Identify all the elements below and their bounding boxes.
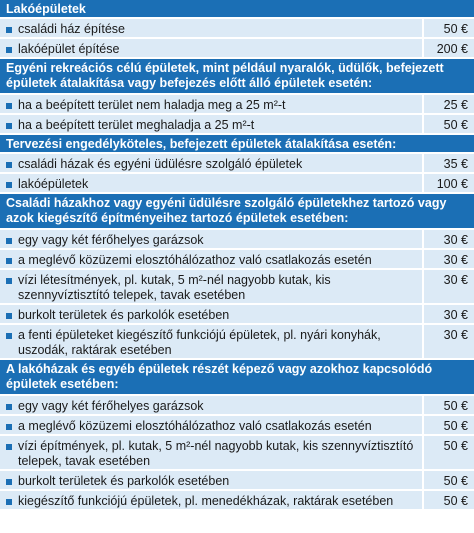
row-label-text: lakóépületek <box>18 177 89 191</box>
row-label <box>0 250 424 268</box>
square-bullet-icon <box>6 47 12 53</box>
square-bullet-icon <box>6 333 12 339</box>
square-bullet-icon <box>6 278 12 284</box>
row-price: 50 € <box>443 419 468 433</box>
square-bullet-icon <box>6 313 12 319</box>
table-row <box>0 396 474 416</box>
row-price: 30 € <box>443 328 468 342</box>
row-label-text: ha a beépített terület meghaladja a 25 m²-t <box>18 118 255 132</box>
row-price: 30 € <box>443 273 468 287</box>
row-price: 100 € <box>436 177 468 191</box>
square-bullet-icon <box>6 27 12 33</box>
row-price: 50 € <box>443 118 468 132</box>
table-row <box>0 416 474 436</box>
row-label <box>0 230 424 248</box>
square-bullet-icon <box>6 103 12 109</box>
table-row <box>0 19 474 39</box>
table-row <box>0 270 474 305</box>
row-label <box>0 95 424 113</box>
row-label <box>0 491 424 509</box>
row-label-text: családi házak és egyéni üdülésre szolgáló épületek <box>18 157 303 171</box>
row-label-text: egy vagy két férőhelyes garázsok <box>18 233 204 247</box>
row-label <box>0 396 424 414</box>
row-label-text: burkolt területek és parkolók esetében <box>18 474 230 488</box>
row-price: 30 € <box>443 233 468 247</box>
row-price: 30 € <box>443 253 468 267</box>
table-row <box>0 471 474 491</box>
table-row <box>0 115 474 135</box>
row-label <box>0 416 424 434</box>
table-row <box>0 39 474 59</box>
section-header: Családi házakhoz vagy egyéni üdülésre szolgáló épületekhez tartozó vagy azok kiegészítő építményeihez tartozó épületek esetében: <box>0 194 474 230</box>
row-label-text: burkolt területek és parkolók esetében <box>18 308 230 322</box>
row-label <box>0 39 424 57</box>
row-label <box>0 174 424 192</box>
square-bullet-icon <box>6 123 12 129</box>
row-label-text: a meglévő közüzemi elosztóhálózathoz való csatlakozás esetén <box>18 419 372 433</box>
table-row <box>0 305 474 325</box>
row-price: 50 € <box>443 399 468 413</box>
row-label-text: vízi létesítmények, pl. kutak, 5 m²-nél nagyobb kutak, kis szennyvíztisztító telepek, tavak esetében <box>18 273 331 302</box>
table-row <box>0 491 474 511</box>
row-price: 50 € <box>443 474 468 488</box>
row-label <box>0 270 424 303</box>
square-bullet-icon <box>6 424 12 430</box>
row-label <box>0 471 424 489</box>
table-row <box>0 325 474 360</box>
row-price: 50 € <box>443 439 468 453</box>
row-label-text: kiegészítő funkciójú épületek, pl. menedékházak, raktárak esetében <box>18 494 394 508</box>
square-bullet-icon <box>6 182 12 188</box>
table-row <box>0 154 474 174</box>
square-bullet-icon <box>6 479 12 485</box>
square-bullet-icon <box>6 444 12 450</box>
row-label-text: a meglévő közüzemi elosztóhálózathoz való csatlakozás esetén <box>18 253 372 267</box>
square-bullet-icon <box>6 499 12 505</box>
row-label <box>0 19 424 37</box>
section-header: A lakóházak és egyéb épületek részét képező vagy azokhoz kapcsolódó épületek esetében: <box>0 360 474 396</box>
row-label <box>0 436 424 469</box>
row-label-text: a fenti épületeket kiegészítő funkciójú épületek, pl. nyári konyhák, uszodák, raktárak esetében <box>18 328 381 357</box>
square-bullet-icon <box>6 404 12 410</box>
row-label <box>0 325 424 358</box>
row-label-text: lakóépület építése <box>18 42 120 56</box>
row-price: 35 € <box>443 157 468 171</box>
section-header: Lakóépületek <box>0 0 474 19</box>
row-price: 25 € <box>443 98 468 112</box>
row-label-text: családi ház építése <box>18 22 126 36</box>
row-label <box>0 115 424 133</box>
row-price: 200 € <box>436 42 468 56</box>
row-label <box>0 154 424 172</box>
table-row <box>0 174 474 194</box>
row-label <box>0 305 424 323</box>
table-row <box>0 250 474 270</box>
table-row <box>0 230 474 250</box>
row-price: 50 € <box>443 22 468 36</box>
square-bullet-icon <box>6 258 12 264</box>
row-label-text: egy vagy két férőhelyes garázsok <box>18 399 204 413</box>
section-header: Egyéni rekreációs célú épületek, mint például nyaralók, üdülők, befejezett épületek átalakítása vagy befejezés előtt álló épületek esetén: <box>0 59 474 95</box>
square-bullet-icon <box>6 162 12 168</box>
table-row <box>0 436 474 471</box>
square-bullet-icon <box>6 238 12 244</box>
row-label-text: vízi építmények, pl. kutak, 5 m²-nél nagyobb kutak, kis szennyvíztisztító telepek, tavak esetében <box>18 439 414 468</box>
row-price: 30 € <box>443 308 468 322</box>
table-row <box>0 95 474 115</box>
section-header: Tervezési engedélyköteles, befejezett épületek átalakítása esetén: <box>0 135 474 154</box>
row-label-text: ha a beépített terület nem haladja meg a 25 m²-t <box>18 98 286 112</box>
row-price: 50 € <box>443 494 468 508</box>
